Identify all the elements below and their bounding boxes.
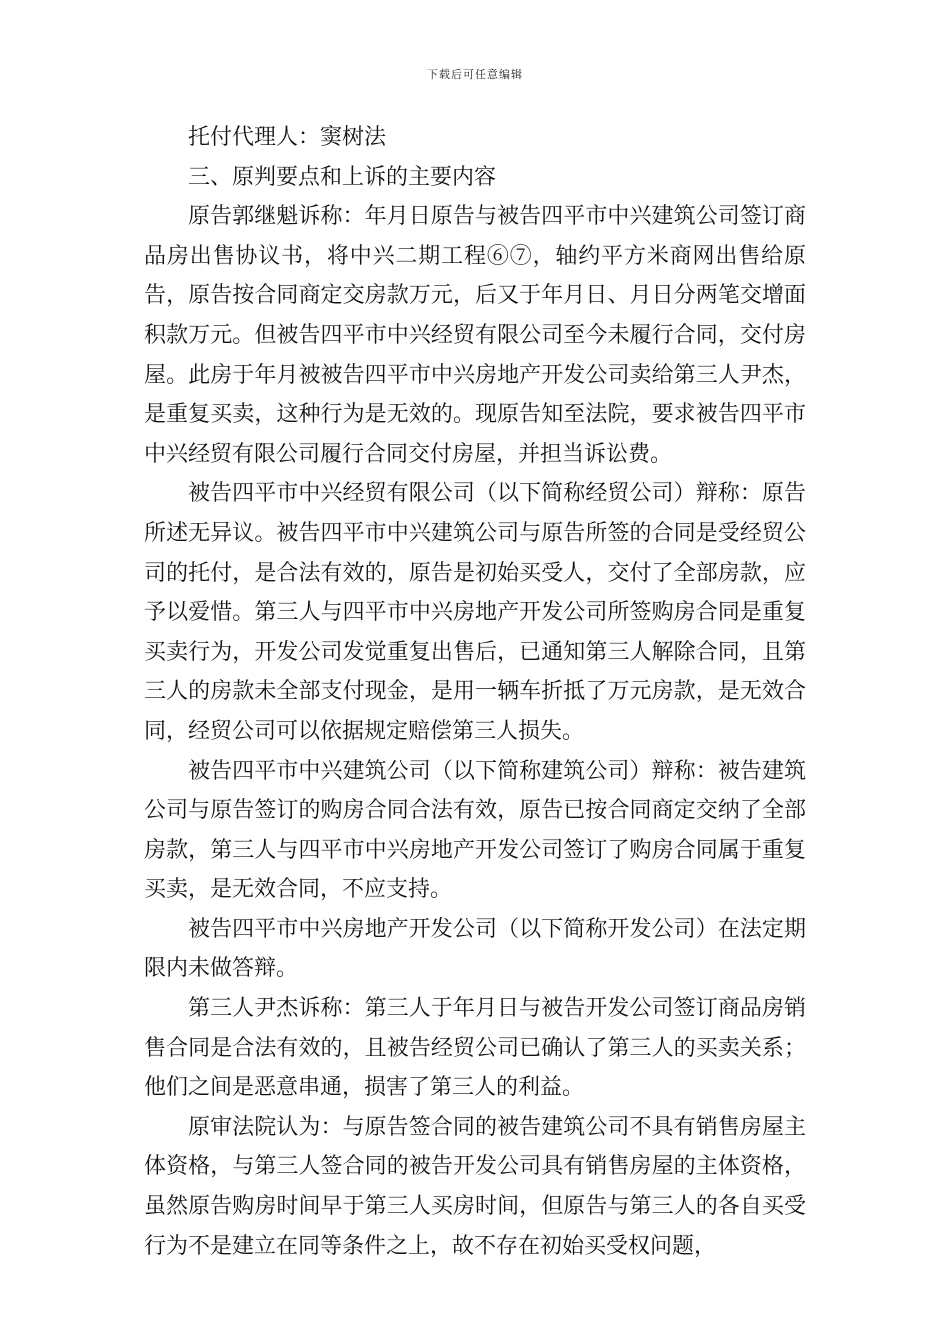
document-body — [144, 118, 806, 1266]
paragraph-development-company: 被告四平市中兴房地产开发公司（以下简称开发公司）在法定期限内未做答辩。 — [144, 916, 806, 982]
section-heading: 三、原判要点和上诉的主要内容 — [188, 164, 497, 190]
paragraph-trade-company-defense: 被告四平市中兴经贸有限公司（以下简称经贸公司）辩称：原告所述无异议。被告四平市中兴建筑公司与原告所签的合同是受经贸公司的托付，是合法有效的，原告是初始买受人，交付了全部房款，应予以爱惜。第三人与四平市中兴房地产开发公司所签购房合同是重复买卖行为，开发公司发觉重复出售后，已通知第三人解除合同，且第三人的房款未全部支付现金，是用一辆车折抵了万元房款，是无效合同，经贸公司可以依据规定赔偿第三人损失。 — [144, 481, 806, 744]
paragraph-court-opinion: 原审法院认为：与原告签合同的被告建筑公司不具有销售房屋主体资格，与第三人签合同的被告开发公司具有销售房屋的主体资格，虽然原告购房时间早于第三人买房时间，但原告与第三人的各自买受行为不是建立在同等条件之上，故不存在初始买受权问题， — [144, 1114, 806, 1259]
paragraph-agent: 托付代理人：窦树法 — [188, 125, 387, 150]
paragraph-plaintiff-claim: 原告郭继魁诉称：年月日原告与被告四平市中兴建筑公司签订商品房出售协议书，将中兴二期工程⑥⑦，轴约平方米商网出售给原告，原告按合同商定交房款万元，后又于年月日、月日分两笔交增面积款万元。但被告四平市中兴经贸有限公司至今未履行合同，交付房屋。此房于年月被被告四平市中兴房地产开发公司卖给第三人尹杰，是重复买卖，这种行为是无效的。现原告知至法院，要求被告四平市中兴经贸有限公司履行合同交付房屋，并担当诉讼费。 — [144, 204, 806, 467]
paragraph-construction-company-defense: 被告四平市中兴建筑公司（以下简称建筑公司）辩称：被告建筑公司与原告签订的购房合同合法有效，原告已按合同商定交纳了全部房款，第三人与四平市中兴房地产开发公司签订了购房合同属于重复买卖，是无效合同，不应支持。 — [144, 758, 806, 903]
page-header: 下载后可任意编辑 — [427, 68, 523, 81]
paragraph-third-party-claim: 第三人尹杰诉称：第三人于年月日与被告开发公司签订商品房销售合同是合法有效的，且被告经贸公司已确认了第三人的买卖关系；他们之间是恶意串通，损害了第三人的利益。 — [144, 996, 806, 1101]
